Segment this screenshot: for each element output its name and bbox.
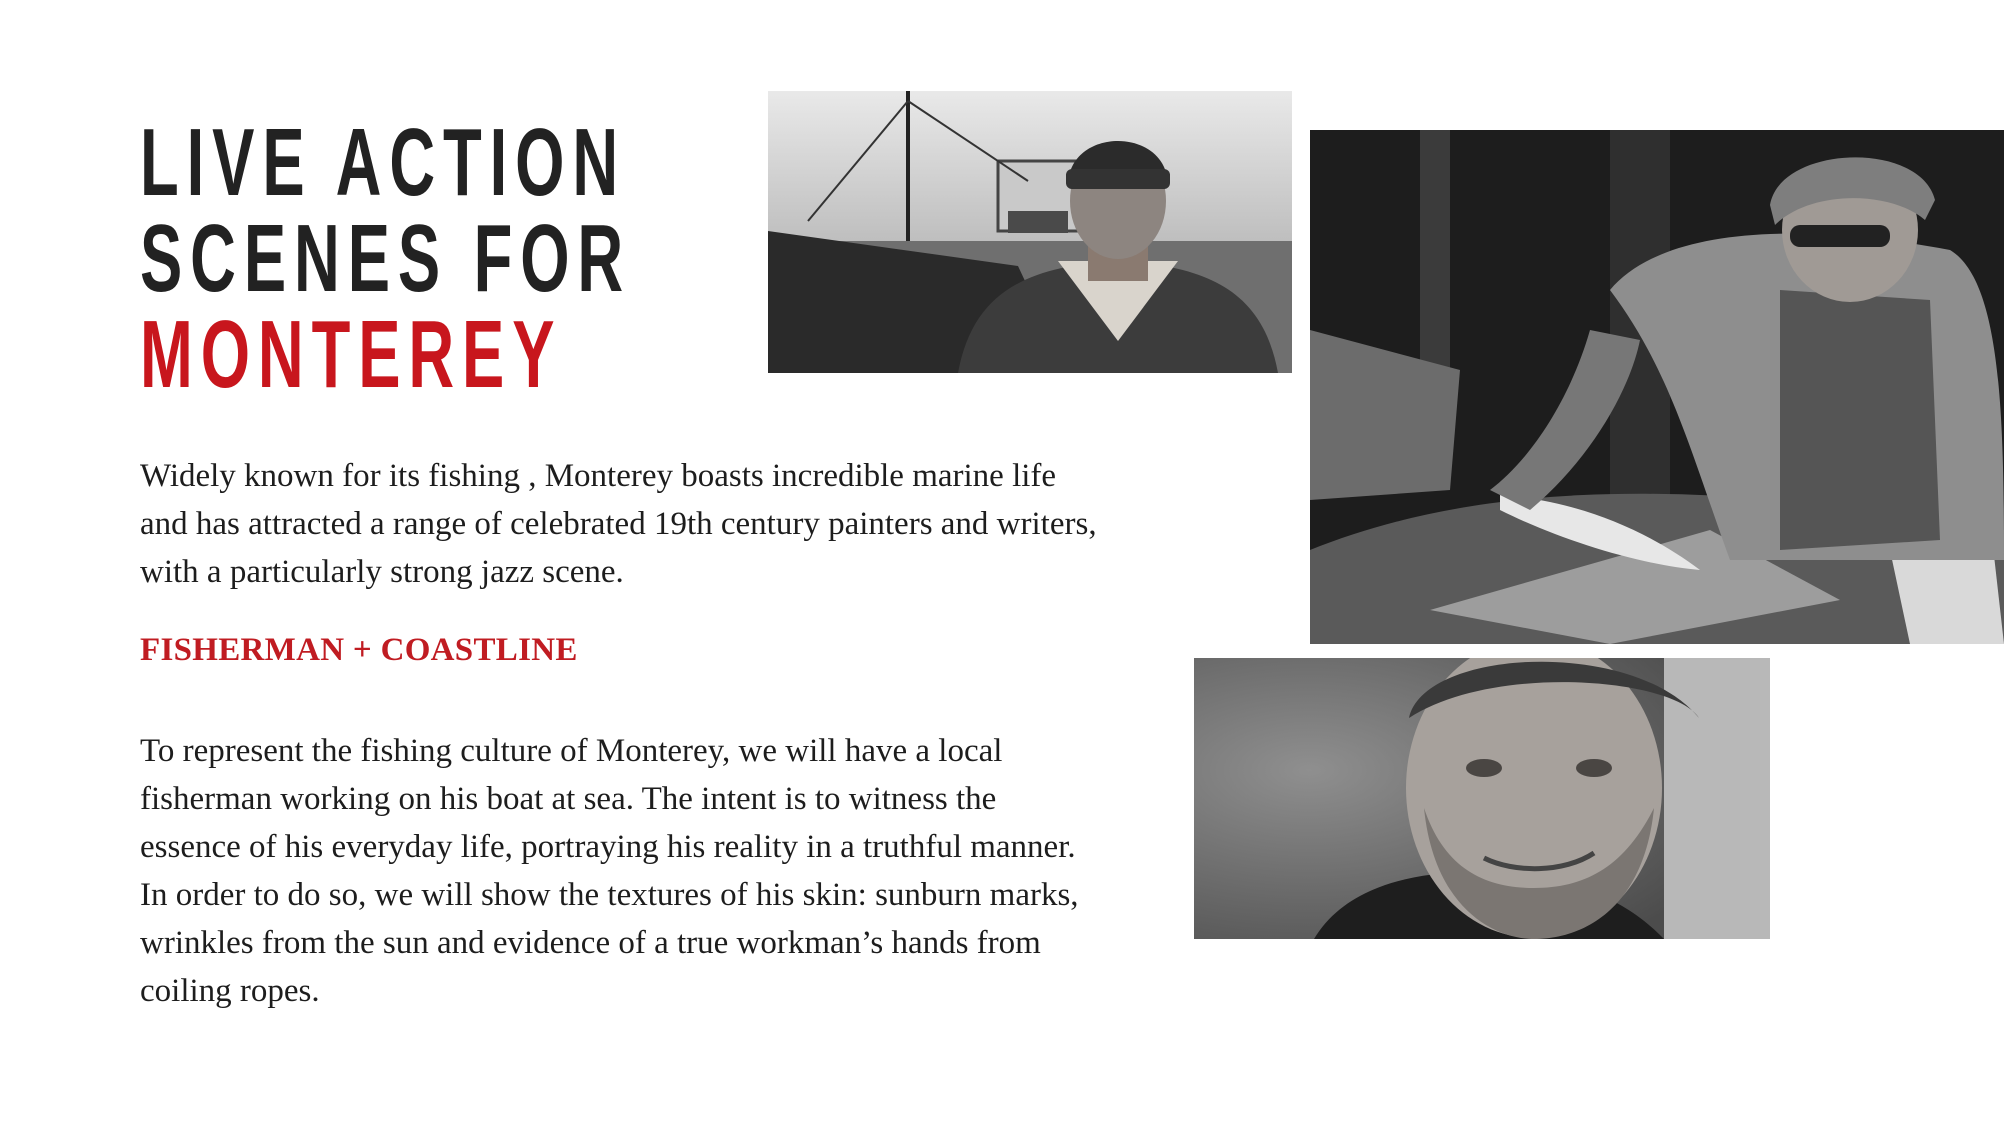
page-title <box>140 109 632 408</box>
bearded-man-illustration <box>1194 658 1770 939</box>
old-fisherman-photo <box>1310 130 2004 644</box>
title-line-2: SCENES FOR <box>140 205 632 312</box>
section-subhead: FISHERMAN + COASTLINE <box>140 632 578 668</box>
bearded-man-photo <box>1194 658 1770 939</box>
body-paragraph: To represent the fishing culture of Monterey, we will have a local fisherman working on his boat at sea. The intent is to witness the essence of his everyday life, portraying his reality in a truthful manner. In order to do so, we will show the textures of his skin: sunburn marks, wrinkles from the sun and evidence of a true workman’s hands from coiling ropes. <box>140 733 1079 1009</box>
old-fisherman-illustration <box>1310 130 2004 644</box>
title-line-3: MONTEREY <box>140 301 563 408</box>
young-fisherman-illustration <box>768 91 1292 373</box>
title-line-1: LIVE ACTION <box>140 109 627 216</box>
intro-paragraph: Widely known for its fishing , Monterey boasts incredible marine life and has attracted a range of celebrated 19th century painters and writers, with a particularly strong jazz scene. <box>140 458 1097 590</box>
young-fisherman-photo <box>768 91 1292 373</box>
